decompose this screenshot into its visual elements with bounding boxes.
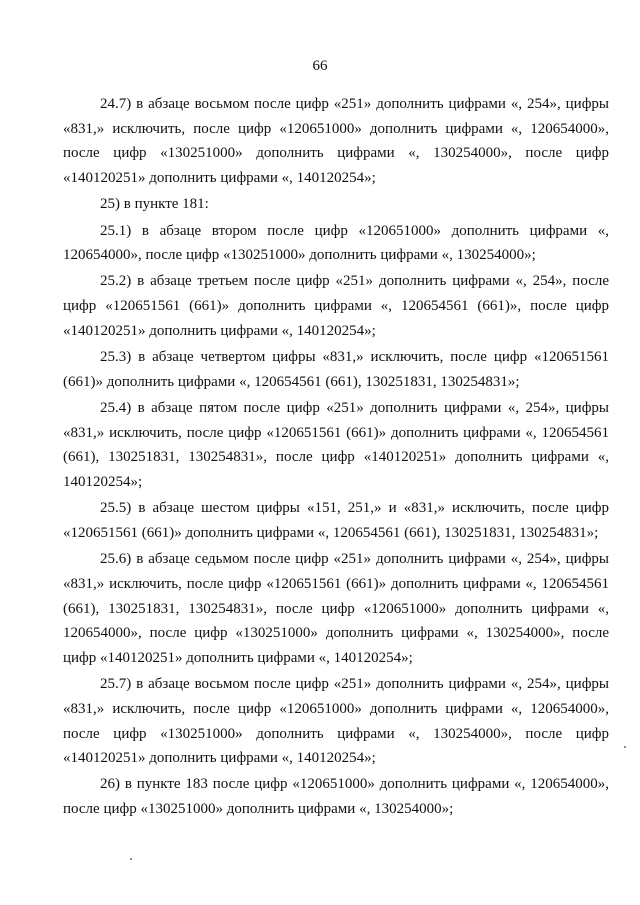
scan-speck — [624, 746, 626, 748]
paragraph-25-5: 25.5) в абзаце шестом цифры «151, 251,» и «831,» исключить, после цифр «120651561 (661)» дополнить цифрами «, 120654561 (661), 130251831, 130254831»; — [63, 500, 609, 541]
scan-speck — [130, 858, 132, 860]
paragraph-25-2: 25.2) в абзаце третьем после цифр «251» дополнить цифрами «, 254», после цифр «120651561 (661)» дополнить цифрами «, 120654561 (661)», после цифр «140120251» дополнить цифрами «, 140120254»; — [63, 273, 609, 339]
paragraph-25-1: 25.1) в абзаце втором после цифр «120651000» дополнить цифрами «, 120654000», после цифр «130251000» дополнить цифрами «, 130254000»; — [63, 222, 609, 264]
paragraph-25-4: 25.4) в абзаце пятом после цифр «251» дополнить цифрами «, 254», цифры «831,» исключить, после цифр «120651561 (661)» дополнить цифрами «, 120654561 (661), 130251831, 130254831», после цифр «140120251» дополнить цифрами «, 140120254»; — [63, 399, 609, 491]
page-number: 66 — [312, 58, 328, 74]
paragraph-25-7: 25.7) в абзаце восьмом после цифр «251» дополнить цифрами «, 254», цифры «831,» исключить, после цифр «120651000» дополнить цифрами «, 120654000», после цифр «130251000» дополнить цифрами «, 130254000», после цифр «140120251» дополнить цифрами «, 140120254»; — [63, 676, 609, 767]
paragraph-26: 26) в пункте 183 после цифр «120651000» дополнить цифрами «, 120654000», после цифр «130251000» дополнить цифрами «, 130254000»; — [63, 776, 609, 818]
paragraph-25-3: 25.3) в абзаце четвертом цифры «831,» исключить, после цифр «120651561 (661)» дополнить цифрами «, 120654561 (661), 130251831, 130254831»; — [63, 349, 609, 390]
document-body — [63, 92, 609, 823]
paragraph-25: 25) в пункте 181: — [100, 196, 209, 213]
paragraph-25-6: 25.6) в абзаце седьмом после цифр «251» дополнить цифрами «, 254», цифры «831,» исключить, после цифр «120651561 (661)» дополнить цифрами «, 120654561 (661), 130251831, 130254831», после цифр «120651000» дополнить цифрами «, 120654000», после цифр «130251000» дополнить цифрами «, 130254000», после цифр «140120251» дополнить цифрами «, 140120254»; — [63, 551, 609, 666]
paragraph-24-7: 24.7) в абзаце восьмом после цифр «251» дополнить цифрами «, 254», цифры «831,» исключить, после цифр «120651000» дополнить цифрами «, 120654000», после цифр «130251000» дополнить цифрами «, 130254000», после цифр «140120251» дополнить цифрами «, 140120254»; — [63, 96, 609, 187]
